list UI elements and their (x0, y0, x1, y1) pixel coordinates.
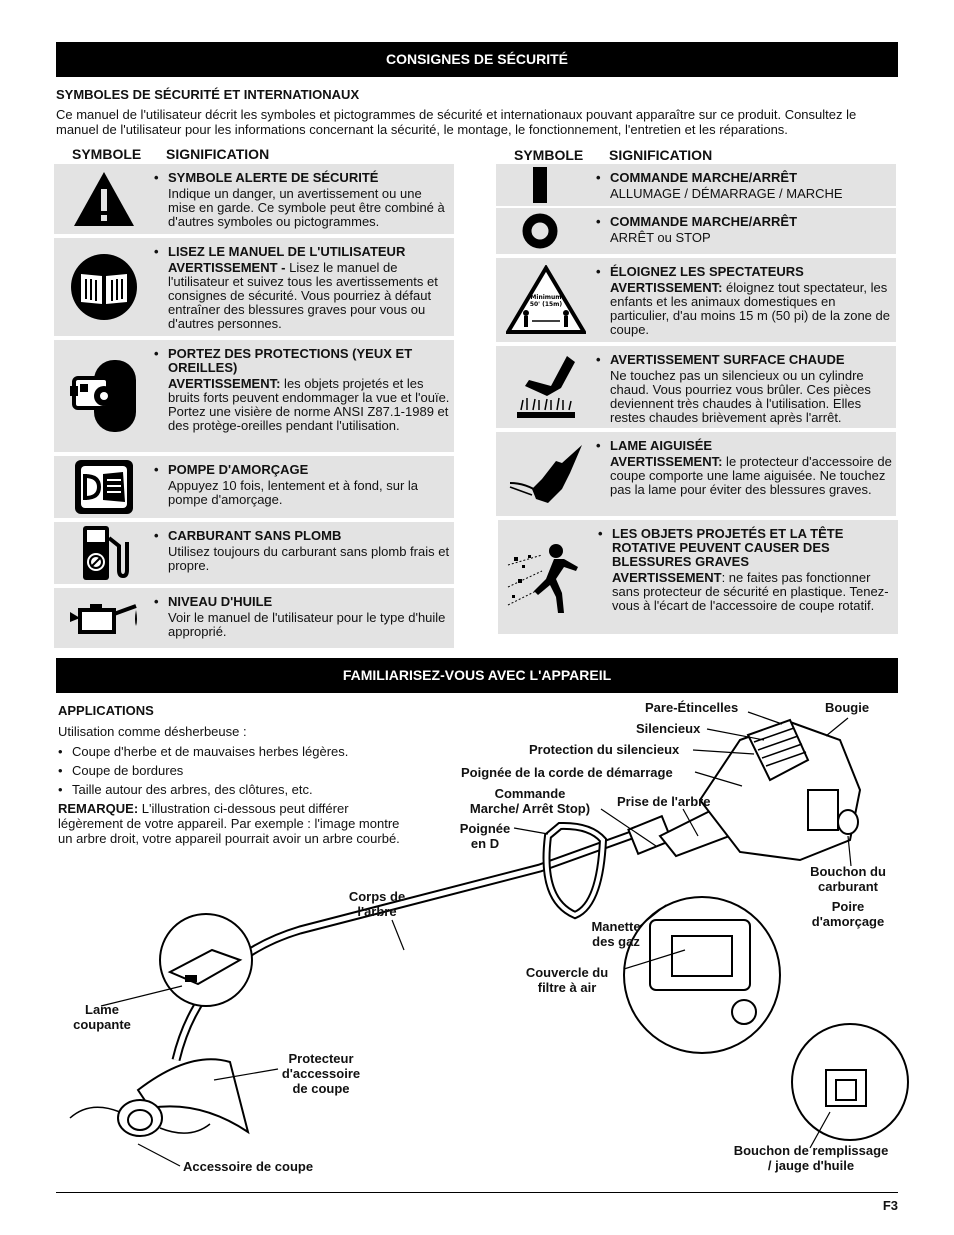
label-cutting-guard (276, 1051, 366, 1096)
right-meaning-col-header: SIGNIFICATION (609, 147, 713, 163)
note-text: L'illustration ci-dessous peut différer légèrement de votre appareil. Par exemple : l'image montre un arbre droit, votre appareil pourrait avoir un arbre courbé. (58, 801, 400, 846)
symbol-row-hot-surface (496, 346, 896, 428)
symbol-description: Lisez le manuel de l'utilisateur et suivez tous les avertissements et consignes de sécurité. Vous pourriez à défaut entraîner des blessures graves pour vous ou d'autres personnes. (168, 260, 438, 331)
symbol-description: éloignez tout spectateur, les enfants et les animaux domestiques en particulier, d'au moins 15 m (50 pi) de la zone de coupe. (610, 280, 890, 337)
manual-book-icon (54, 238, 154, 336)
label-line: Corps de (348, 889, 406, 904)
oil-can-icon (54, 588, 154, 648)
symbol-title: • AVERTISSEMENT SURFACE CHAUDE (596, 353, 892, 367)
warning-triangle-icon (54, 164, 154, 234)
applications-intro: Utilisation comme désherbeuse : (58, 724, 247, 739)
label-muffler-guard: Protection du silencieux (529, 742, 680, 757)
eye-ear-protection-icon (54, 340, 154, 452)
unleaded-fuel-icon (54, 522, 154, 584)
label-line: / jauge d'huile (767, 1158, 855, 1173)
label-line: carburant (818, 879, 878, 894)
left-symbol-col-header: SYMBOLE (72, 146, 142, 162)
applications-heading: APPLICATIONS (58, 703, 154, 718)
intro-paragraph: Ce manuel de l'utilisateur décrit les symboles et pictogrammes de sécurité et internationaux pouvant apparaître sur ce produit. Consultez le manuel de l'utilisateur pour les informations concernant la sécurité, le montage, le fonctionnement, l'entretien et les réparations. (56, 107, 857, 137)
keep-bystanders-away-icon (496, 258, 596, 342)
symbol-description: le protecteur d'accessoire de coupe comporte une lame aiguisée. Ne touchez pas la lame pour éviter des blessures graves. (610, 454, 892, 497)
off-symbol-icon (496, 208, 584, 254)
symbol-title: • SYMBOLE ALERTE DE SÉCURITÉ (154, 171, 450, 185)
note-lead: REMARQUE: (58, 801, 139, 816)
sharp-blade-icon (496, 432, 596, 516)
warning-lead: AVERTISSEMENT - (168, 260, 286, 275)
label-air-filter-cover (520, 965, 614, 995)
label-line: Poire (831, 899, 865, 914)
symbol-row-on (496, 164, 896, 206)
symbol-row-sharp-blade (496, 432, 896, 516)
symbol-title: • CARBURANT SANS PLOMB (154, 529, 450, 543)
symbols-subheading: SYMBOLES DE SÉCURITÉ ET INTERNATIONAUX (56, 87, 360, 102)
label-line: Poignée (459, 821, 511, 836)
symbol-row-unleaded-fuel (54, 522, 454, 584)
symbol-row-safety-alert (54, 164, 454, 234)
label-line: en D (470, 836, 500, 851)
right-symbol-col-header: SYMBOLE (514, 147, 584, 163)
symbol-title: • COMMANDE MARCHE/ARRÊT (596, 215, 892, 229)
symbol-row-read-manual (54, 238, 454, 336)
symbol-title: • COMMANDE MARCHE/ARRÊT (596, 171, 892, 185)
symbol-title: • PORTEZ DES PROTECTIONS (YEUX ET OREILLES) (154, 347, 450, 375)
label-line: de coupe (292, 1081, 350, 1096)
label-on-stop-control (464, 786, 596, 816)
warning-lead: AVERTISSEMENT: (610, 454, 723, 469)
applications-item: • Taille autour des arbres, des clôtures, etc. (58, 782, 403, 797)
symbol-row-primer (54, 456, 454, 518)
primer-bulb-icon (54, 456, 154, 518)
page-number: F3 (882, 1198, 898, 1213)
section-header-familiarize: FAMILIARISEZ-VOUS AVEC L'APPAREIL (56, 658, 898, 693)
label-line: l'arbre (357, 904, 397, 919)
symbol-row-bystanders (496, 258, 896, 342)
label-cutting-attachment: Accessoire de coupe (183, 1159, 314, 1174)
warning-lead: AVERTISSEMENT (612, 570, 722, 585)
label-line: Manette (591, 919, 641, 934)
label-cutting-blade (68, 1002, 136, 1032)
symbol-row-off (496, 208, 896, 254)
left-meaning-col-header: SIGNIFICATION (166, 146, 270, 162)
warning-lead: AVERTISSEMENT: (168, 376, 281, 391)
symbol-row-oil-level (54, 588, 454, 648)
symbol-row-eye-ear-protection (54, 340, 454, 452)
symbol-title: • POMPE D'AMORÇAGE (154, 463, 450, 477)
label-line: Protecteur (288, 1051, 354, 1066)
section-header-safety: CONSIGNES DE SÉCURITÉ (56, 42, 898, 77)
label-fuel-cap (806, 864, 890, 894)
label-primer-bulb (806, 899, 890, 929)
label-spark-arrestor: Pare-Étincelles (645, 700, 739, 715)
label-starter-handle: Poignée de la corde de démarrage (461, 765, 673, 780)
label-line: Commande (494, 786, 566, 801)
symbol-description: : ne faites pas fonctionner sans protecteur de sécurité en plastique. Tenez-vous à l'écart de l'accessoire de coupe rotatif. (612, 570, 889, 613)
label-oil-fill-cap (726, 1143, 896, 1173)
on-symbol-icon (496, 164, 584, 206)
symbol-title: • NIVEAU D'HUILE (154, 595, 450, 609)
symbol-title: • LISEZ LE MANUEL DE L'UTILISATEUR (154, 245, 450, 259)
label-line: Lame (85, 1002, 119, 1017)
label-line: Couvercle du (525, 965, 609, 980)
symbol-description: ALLUMAGE / DÉMARRAGE / MARCHE (610, 186, 843, 201)
label-line: d'amorçage (811, 914, 885, 929)
label-line: coupante (73, 1017, 131, 1032)
label-line: Bouchon de remplissage (733, 1143, 889, 1158)
hot-surface-icon (496, 346, 596, 428)
label-muffler: Silencieux (636, 721, 701, 736)
symbol-description: Ne touchez pas un silencieux ou un cylindre chaud. Vous pourriez vous brûler. Ces pièces deviennent très chaudes à l'utilisation. Elles restes chaudes brièvement après l'arrêt. (610, 368, 871, 425)
symbol-description: ARRÊT ou STOP (610, 230, 711, 245)
symbol-description: Appuyez 10 fois, lentement et à fond, sur la pompe d'amorçage. (168, 478, 419, 507)
label-spark-plug: Bougie (825, 700, 870, 715)
label-line: Marche/ Arrêt Stop) (469, 801, 591, 816)
symbol-description: les objets projetés et les bruits forts peuvent endommager la vue et l'ouïe. Portez une visière de norme ANSI Z87.1-1989 et des protège-oreilles pendant l'utilisation. (168, 376, 450, 433)
footer-divider (56, 1192, 898, 1193)
symbol-description: Voir le manuel de l'utilisateur pour le type d'huile approprié. (168, 610, 446, 639)
warning-lead: AVERTISSEMENT: (610, 280, 723, 295)
label-line: filtre à air (537, 980, 597, 995)
applications-item: • Coupe d'herbe et de mauvaises herbes légères. (58, 744, 403, 759)
label-line: Bouchon du (810, 864, 886, 879)
symbol-description: Indique un danger, un avertissement ou une mise en garde. Ce symbole peut être combiné à d'autres symboles ou pictogrammes. (168, 186, 445, 229)
symbol-title: • ÉLOIGNEZ LES SPECTATEURS (596, 265, 892, 279)
symbol-title: • LES OBJETS PROJETÉS ET LA TÊTE ROTATIVE PEUVENT CAUSER DES BLESSURES GRAVES (598, 527, 894, 569)
symbol-description: Utilisez toujours du carburant sans plomb frais et propre. (168, 544, 450, 573)
label-shaft (345, 889, 409, 919)
symbol-title: • LAME AIGUISÉE (596, 439, 892, 453)
label-line: des gaz (592, 934, 640, 949)
label-shaft-coupling: Prise de l'arbre (617, 794, 711, 809)
symbol-row-thrown-objects (498, 520, 898, 634)
label-d-handle (456, 821, 514, 851)
label-line: d'accessoire (281, 1066, 361, 1081)
distance-label-1: Minimum (530, 294, 562, 301)
applications-item: • Coupe de bordures (58, 763, 403, 778)
thrown-objects-icon (498, 520, 598, 634)
label-throttle (586, 919, 646, 949)
distance-label-2: 50' (15m) (529, 301, 563, 308)
